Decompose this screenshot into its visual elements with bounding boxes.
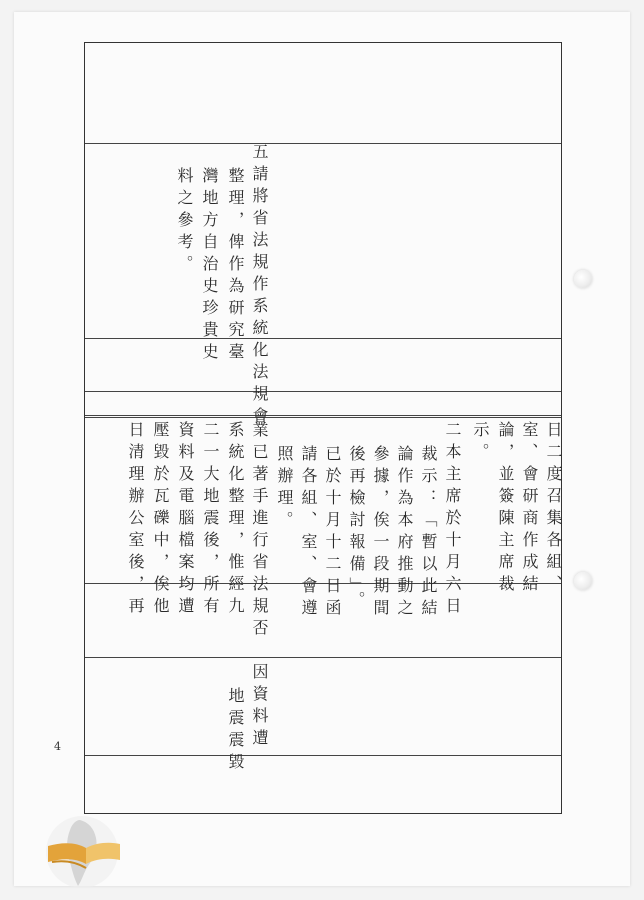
punch-hole-bottom xyxy=(574,572,592,590)
top-right-line-4: 示。 xyxy=(471,421,490,465)
row-divider xyxy=(85,143,561,144)
section5-line-2: 整理，俾作為研究臺 xyxy=(226,167,245,365)
row-divider xyxy=(85,755,561,756)
lower-left-line-6: 日清理辦公室後，再 xyxy=(126,421,145,619)
middle-right-line-1: 二本主席於十月六日 xyxy=(443,421,462,619)
form-table xyxy=(84,42,562,814)
top-right-line-1: 日二度召集各組、 xyxy=(544,421,563,597)
document-page xyxy=(14,12,630,886)
top-right-line-3: 論，並簽陳主席裁 xyxy=(496,421,515,597)
lower-left-line-3: 二一大地震後，所有 xyxy=(201,421,220,619)
section5-line-1: 五請將省法規作系統化法規會 xyxy=(250,143,269,429)
top-right-line-2: 室、會研商作成結 xyxy=(520,421,539,597)
lower-left-line-5: 壓毀於瓦礫中，俟他 xyxy=(151,421,170,619)
middle-right-line-4: 參據，俟一段期間 xyxy=(371,445,390,621)
punch-hole-top xyxy=(574,270,592,288)
row-divider-double xyxy=(85,415,561,418)
bottom-line-2: 地震震毀 xyxy=(226,687,245,775)
page-number: 4 xyxy=(54,740,61,753)
middle-right-line-2: 裁示：「暫以此結 xyxy=(419,445,438,621)
section5-line-4: 料之參考。 xyxy=(175,167,194,277)
lower-left-line-1: 業已著手進行省法規否 xyxy=(250,421,269,641)
middle-right-line-5: 後再檢討報備」。 xyxy=(347,445,366,613)
bottom-line-1: 因資料遭 xyxy=(250,663,269,751)
middle-right-line-8: 照辦理。 xyxy=(275,445,294,533)
row-divider xyxy=(85,657,561,658)
lower-left-line-4: 資料及電腦檔案均遭 xyxy=(176,421,195,619)
row-divider xyxy=(85,338,561,339)
middle-right-line-7: 請各組、室、會遵 xyxy=(299,445,318,621)
archive-logo-icon xyxy=(36,812,128,892)
lower-left-line-2: 系統化整理，惟經九 xyxy=(226,421,245,619)
row-divider xyxy=(85,391,561,392)
middle-right-line-3: 論作為本府推動之 xyxy=(395,445,414,621)
middle-right-line-6: 已於十月十二日函 xyxy=(323,445,342,621)
section5-line-3: 灣地方自治史珍貴史 xyxy=(200,167,219,365)
